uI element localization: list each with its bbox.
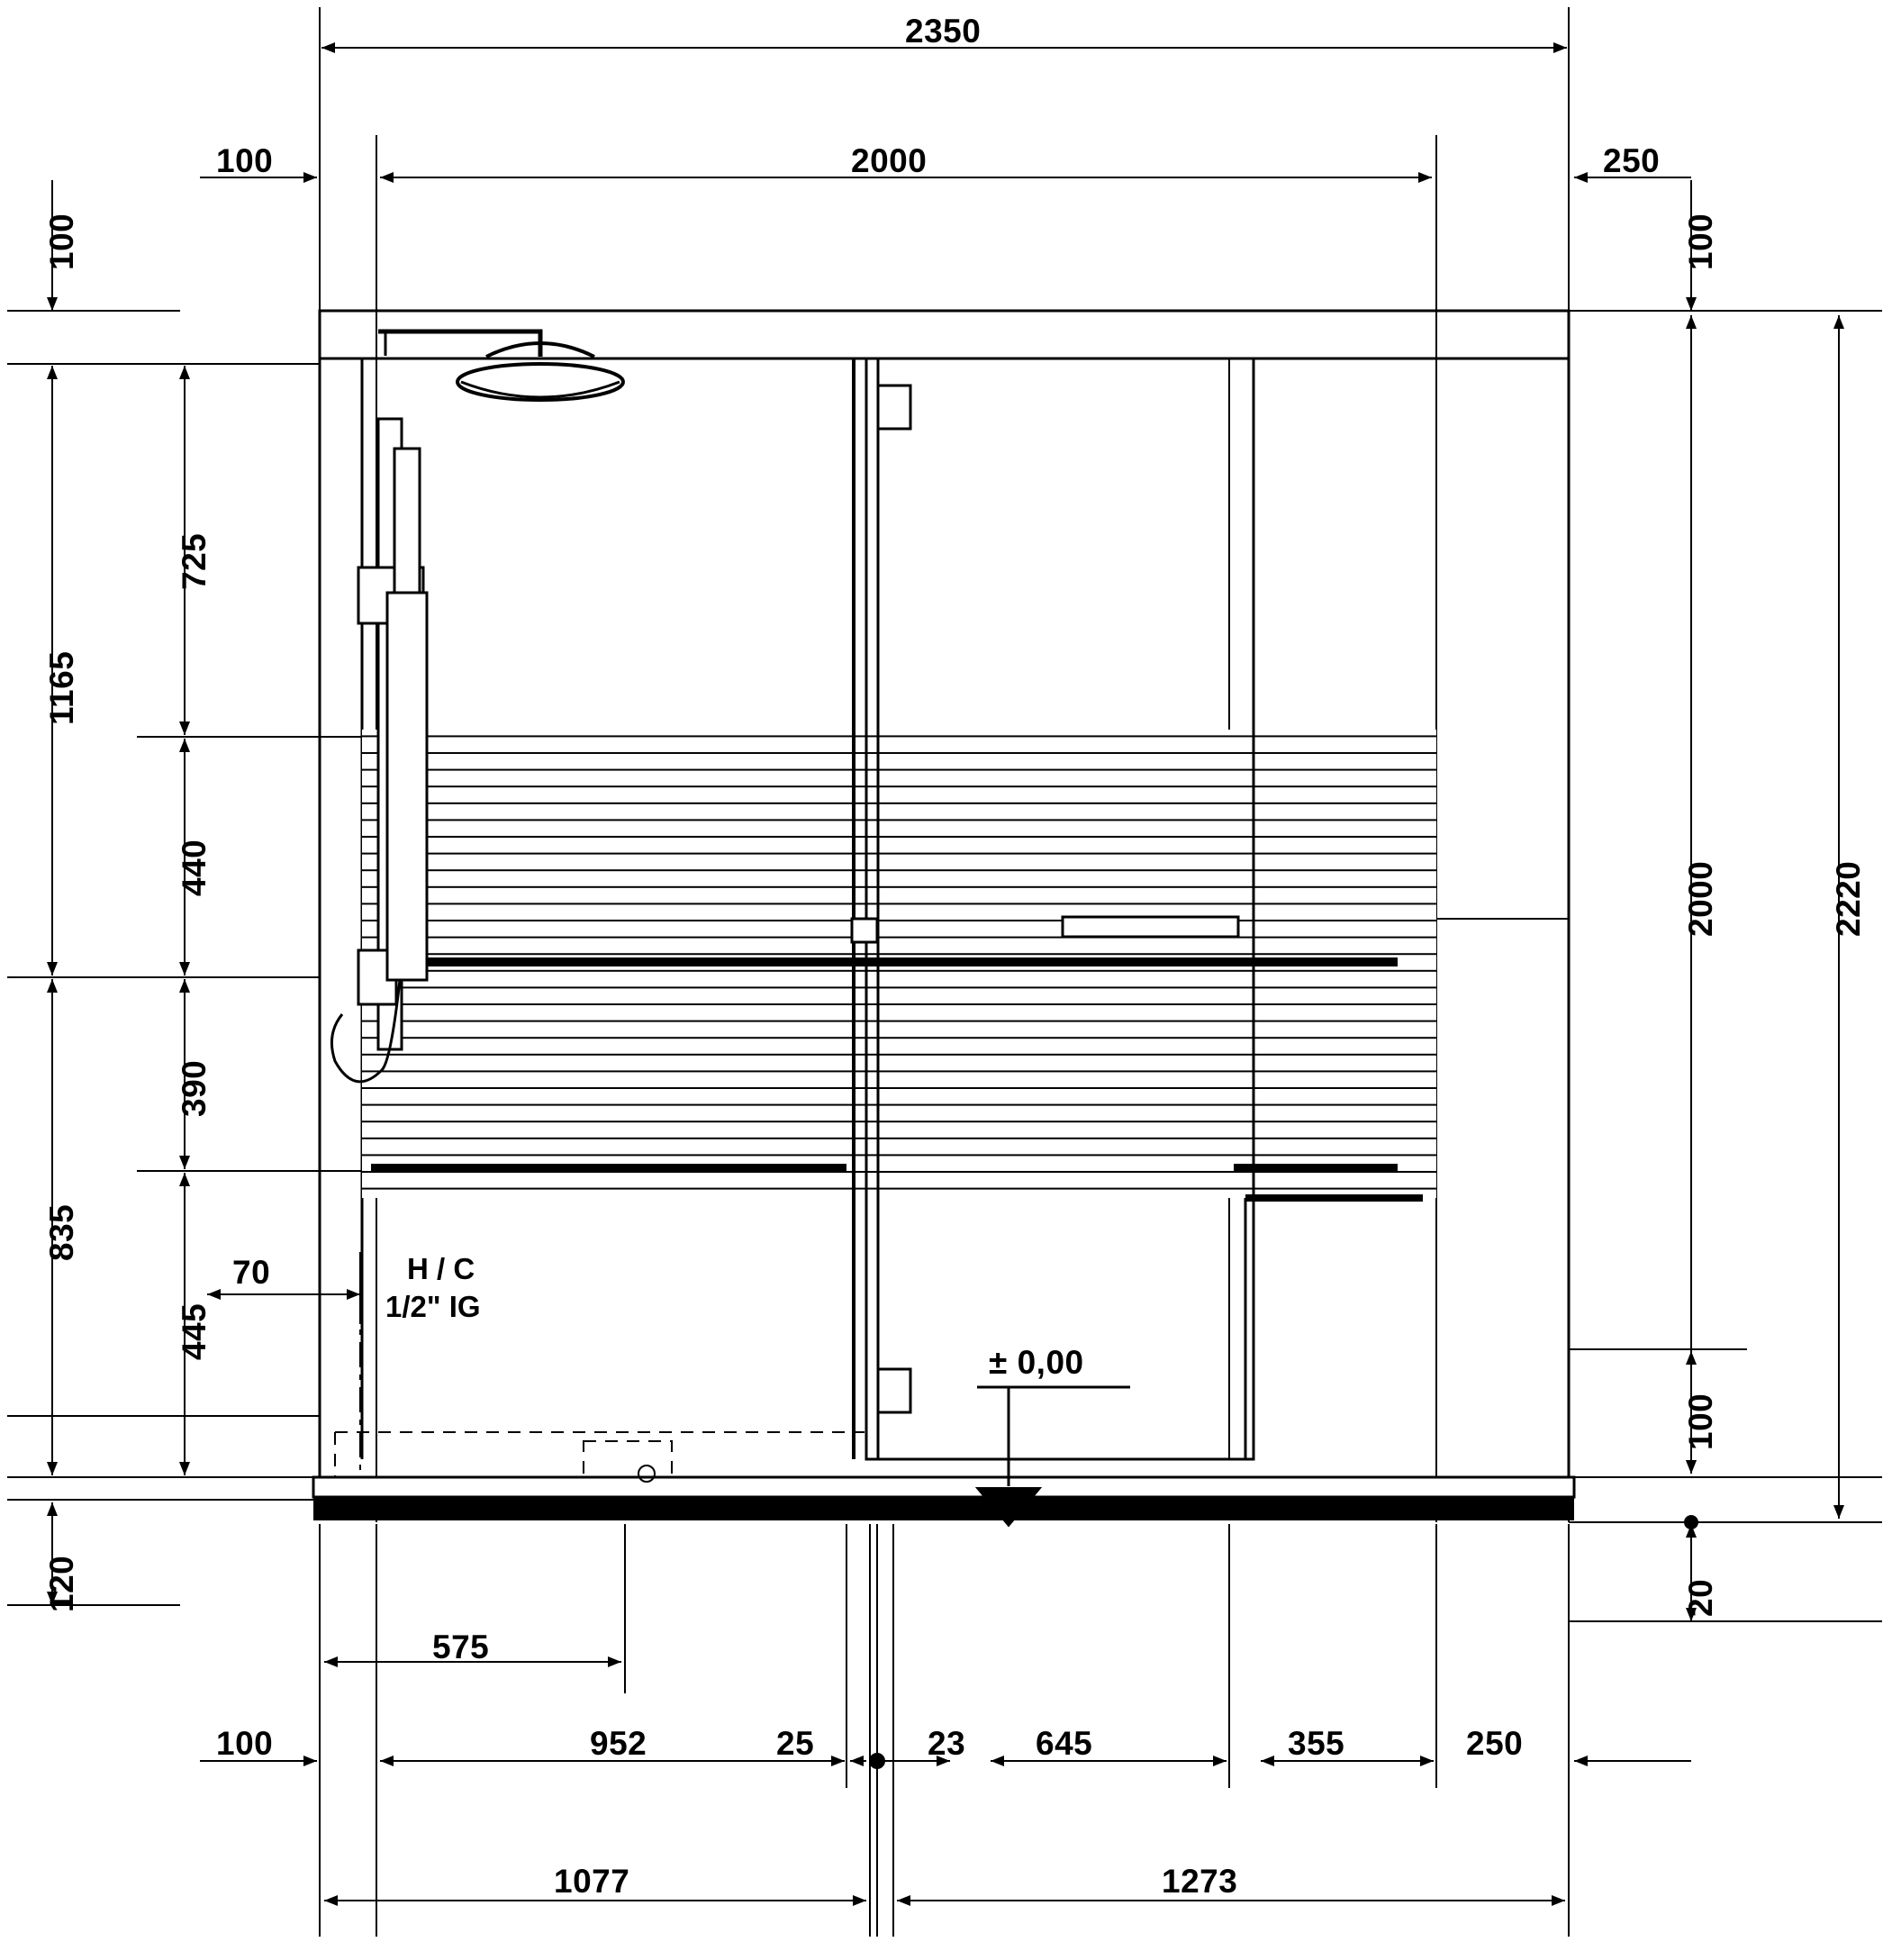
- dimension-left-390: 390: [176, 1059, 213, 1117]
- dimension-bottom-25: 25: [776, 1725, 815, 1762]
- dimension-top-left-offset: 100: [216, 142, 274, 179]
- dimension-left-835: 835: [43, 1203, 80, 1261]
- dimension-top-left-vertical: 100: [43, 213, 80, 270]
- supply-label-line2: 1/2" IG: [385, 1290, 481, 1323]
- dimension-right-bottom-20: 20: [1682, 1578, 1719, 1617]
- dimension-bottom-645: 645: [1036, 1725, 1093, 1762]
- dimension-left-445: 445: [176, 1302, 213, 1360]
- dimension-top-inner: 2000: [851, 142, 928, 179]
- dimension-right-2220: 2220: [1830, 860, 1867, 937]
- dimension-total-1273: 1273: [1162, 1863, 1238, 1900]
- dimension-left-725: 725: [176, 532, 213, 590]
- dimension-bottom-23: 23: [928, 1725, 966, 1762]
- dimension-top-right-offset: 250: [1603, 142, 1661, 179]
- dimension-spout-70: 70: [232, 1254, 271, 1291]
- dimension-left-440: 440: [176, 839, 213, 896]
- dimension-bottom-952: 952: [590, 1725, 647, 1762]
- dimension-total-1077: 1077: [554, 1863, 630, 1900]
- dimension-left-bottom-120: 120: [43, 1555, 80, 1612]
- dimension-bottom-575: 575: [432, 1629, 490, 1665]
- supply-label-line1: H / C: [407, 1252, 475, 1285]
- dimension-right-lower-100: 100: [1682, 1393, 1719, 1450]
- dimension-top-right-vertical: 100: [1682, 213, 1719, 270]
- dimension-top-overall: 2350: [905, 13, 982, 50]
- dimension-bottom-355: 355: [1288, 1725, 1345, 1762]
- dimension-bottom-100: 100: [216, 1725, 274, 1762]
- dimension-right-2000: 2000: [1682, 860, 1719, 937]
- level-datum-label: ± 0,00: [989, 1344, 1084, 1381]
- dimension-left-1165: 1165: [43, 650, 80, 725]
- dimension-bottom-250: 250: [1466, 1725, 1524, 1762]
